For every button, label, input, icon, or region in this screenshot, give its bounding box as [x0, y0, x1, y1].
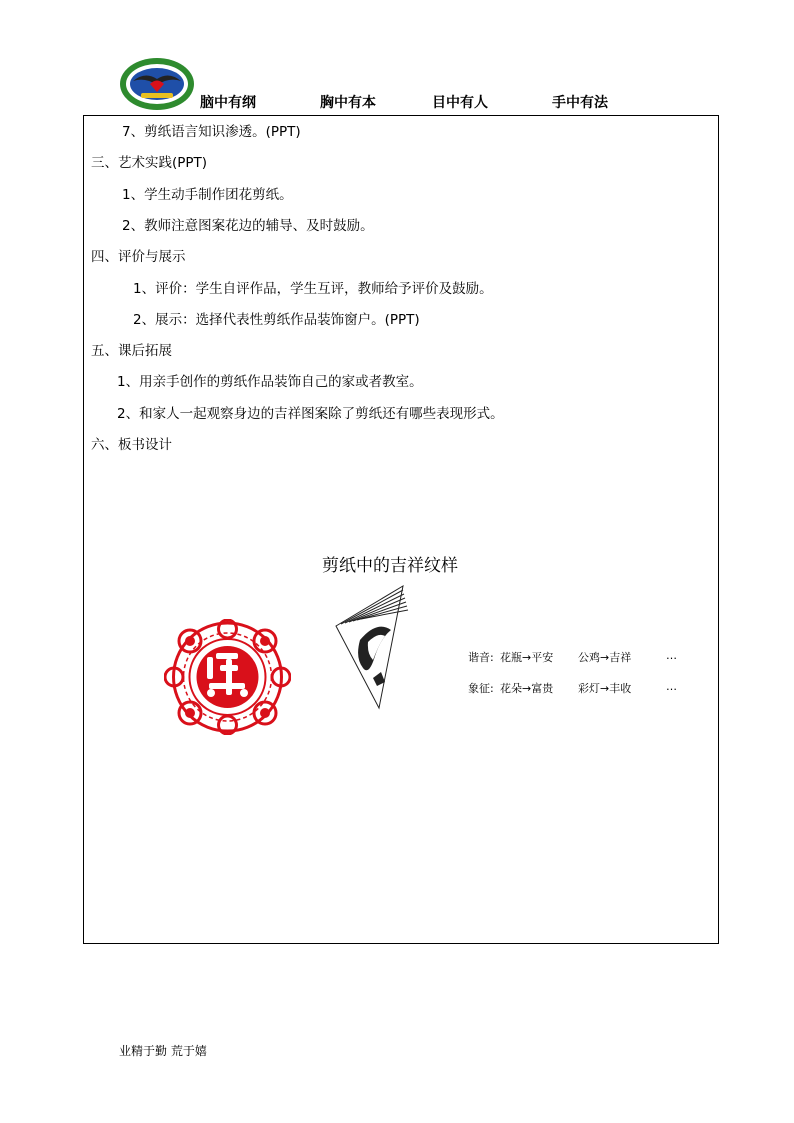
motto-4: 手中有法	[552, 95, 608, 111]
footer-motto: 业精于勤 荒于嬉	[119, 1044, 207, 1058]
symbol-item-1: 花朵→富贵	[500, 682, 554, 695]
lesson-line-evaluation-1: 1、评价：学生自评作品，学生互评，教师给予评价及鼓励。	[133, 281, 493, 297]
section-heading-extension: 五、课后拓展	[91, 343, 172, 359]
motto-3: 目中有人	[432, 95, 488, 111]
lesson-line-extension-1: 1、用亲手创作的剪纸作品装饰自己的家或者教室。	[117, 374, 423, 390]
homophone-ellipsis: …	[666, 649, 677, 662]
homophone-item-2: 公鸡→吉祥	[578, 651, 632, 664]
motto-2: 胸中有本	[320, 95, 376, 111]
lesson-line-evaluation-2: 2、展示：选择代表性剪纸作品装饰窗户。(PPT)	[133, 312, 420, 328]
homophone-item-1: 花瓶→平安	[500, 651, 554, 664]
board-title: 剪纸中的吉祥纹样	[322, 556, 458, 576]
section-heading-evaluation: 四、评价与展示	[91, 249, 186, 265]
section-heading-practice: 三、艺术实践(PPT)	[91, 155, 208, 171]
lesson-frame	[83, 115, 719, 944]
folded-paper-cut-sketch	[333, 584, 411, 712]
symbol-item-2: 彩灯→丰收	[578, 682, 632, 695]
lesson-line-practice-2: 2、教师注意图案花边的辅导、及时鼓励。	[122, 218, 374, 234]
lesson-line-extension-2: 2、和家人一起观察身边的吉祥图案除了剪纸还有哪些表现形式。	[117, 406, 504, 422]
lesson-line-practice-1: 1、学生动手制作团花剪纸。	[122, 187, 293, 203]
header-mottos	[0, 92, 794, 114]
section-heading-board: 六、板书设计	[91, 437, 172, 453]
lesson-line-1: 7、剪纸语言知识渗透。(PPT)	[122, 124, 301, 140]
symbol-ellipsis: …	[666, 680, 677, 693]
symbol-label: 象征:	[468, 682, 494, 695]
motto-1: 脑中有纲	[200, 95, 256, 111]
homophone-label: 谐音:	[468, 651, 494, 664]
paper-cut-medallion-image	[164, 619, 291, 735]
